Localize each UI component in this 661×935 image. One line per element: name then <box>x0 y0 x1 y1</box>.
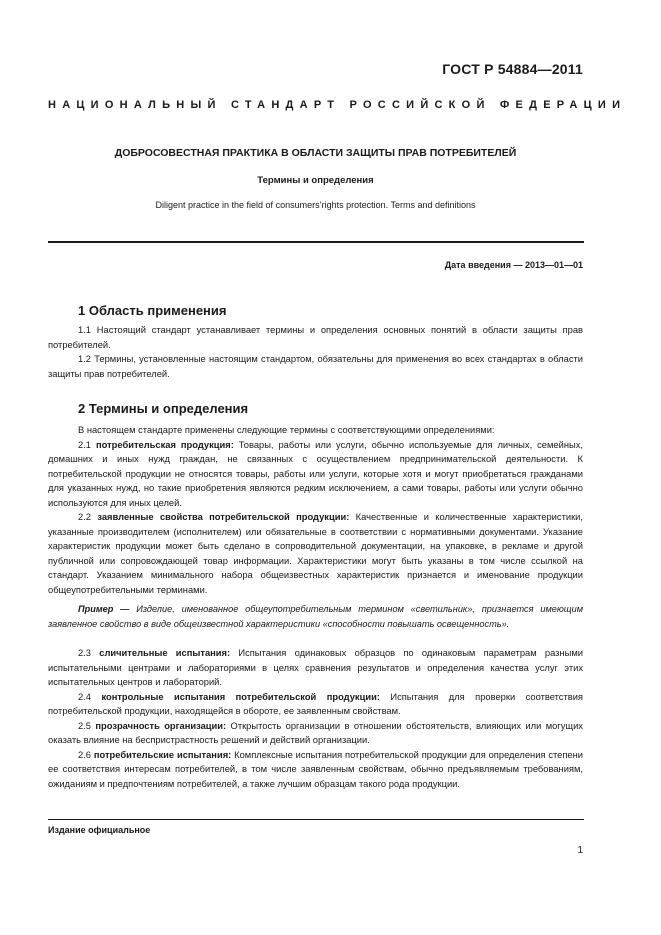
term-name: прозрачность организации: <box>95 720 227 731</box>
introduction-date: Дата введения — 2013—01—01 <box>444 260 583 270</box>
term-definition: Комплексные испытания потребительской продукции для определения степени ее соответствия интересам потребителей, в том числе заявленным свойствам, обычно предъявляемым требованиям, ожиданиям и предпочтениям потребителей, а также лучшим образцам такого рода продукции. <box>48 749 584 789</box>
term-name: потребительские испытания: <box>93 749 232 760</box>
term-2-6 <box>48 748 583 792</box>
example-text: Изделие, именованное общеупотребительным термином «светильник», признается имеющим заявленное свойство в виде общеизвестной характеристики «способности повышать освещенность». <box>48 604 583 629</box>
term-name: сличительные испытания: <box>99 648 231 658</box>
term-number: 2.2 <box>78 512 91 522</box>
term-2-5 <box>48 719 583 748</box>
document-subtitle: Термины и определения <box>257 175 374 186</box>
section-2-body-part2 <box>48 646 583 791</box>
term-definition: Товары, работы или услуги, обычно используемые для личных, семейных, домашних и иных нужд граждан, не связанных с осуществлением предпринимательской деятельности. К потребительской продукции не относятся товары, работы или услуги, которые хотя и могут приобретаться гражданами для указанных нужд, но такие приобретения являются редким исключением, а сами товары, работы или услуги обычно используются для иных целей. <box>48 439 583 508</box>
term-2-4 <box>48 690 583 719</box>
term-number: 2.4 <box>78 691 91 702</box>
term-name: заявленные свойства потребительской продукции: <box>97 512 350 522</box>
section-1-body <box>48 323 583 381</box>
document-title: ДОБРОСОВЕСТНАЯ ПРАКТИКА В ОБЛАСТИ ЗАЩИТЫ ПРАВ ПОТРЕБИТЕЛЕЙ <box>114 147 517 159</box>
title-divider <box>48 241 584 243</box>
term-2-2 <box>48 510 583 597</box>
paragraph-1-1: 1.1 Настоящий стандарт устанавливает термины и определения основных понятий в области защиты прав потребителей. <box>48 325 583 350</box>
term-2-1 <box>48 438 583 511</box>
term-name: контрольные испытания потребительской продукции: <box>101 691 380 702</box>
footer-divider <box>48 819 584 820</box>
example-note <box>48 602 583 631</box>
term-name: потребительская продукция: <box>95 439 234 450</box>
section-1-heading: 1 Область применения <box>78 303 227 318</box>
document-number: ГОСТ Р 54884—2011 <box>442 61 583 77</box>
section-2-heading: 2 Термины и определения <box>78 401 249 416</box>
term-definition: Испытания для проверки соответствия потребительской продукции, находящейся в обороте, ее заявленным свойствам. <box>48 691 583 716</box>
term-definition: Качественные и количественные характеристики, указанные производителем (исполнителем) или обязательные в соответствии с нормативными документами. Указание характеристик продукции может быть сделано в сопроводительной документации, на упаковке, в рекламе и другой публичной или сопровождающей товар информации. Характеристики могут быть указаны в том числе ссылкой на стандарт. Указанием минимального набора общеизвестных характеристик признается и именование продукции общеупотребительными терминами. <box>48 512 583 595</box>
term-definition: Открытость организации в отношении обстоятельств, влияющих или могущих оказать влияние на беспристрастность решений и действий организации. <box>48 720 583 745</box>
term-number: 2.1 <box>78 439 91 450</box>
section-2-intro: В настоящем стандарте применены следующие термины с соответствующими определениями: <box>78 425 495 435</box>
term-number: 2.3 <box>78 648 91 658</box>
example-label: Пример — <box>78 604 130 614</box>
term-2-3 <box>48 646 583 690</box>
section-2-body-part1 <box>48 423 583 597</box>
page-number: 1 <box>577 845 583 856</box>
term-number: 2.6 <box>78 749 91 760</box>
term-number: 2.5 <box>78 720 91 731</box>
paragraph-1-2: 1.2 Термины, установленные настоящим стандартом, обязательны для применения во всех стандартах в области защиты прав потребителей. <box>48 354 583 379</box>
national-standard-banner: НАЦИОНАЛЬНЫЙ СТАНДАРТ РОССИЙСКОЙ ФЕДЕРАЦИИ <box>48 99 627 111</box>
term-definition: Испытания одинаковых образцов по одинаковым параметрам разными испытательными центрами и лабораториями в целях сравнения результатов и определения качества услуг этих испытательных центров и лабораторий. <box>48 648 583 687</box>
official-edition-label: Издание официальное <box>48 825 151 835</box>
document-title-english: Diligent practice in the field of consumers’rights protection. Terms and definitions <box>155 200 476 210</box>
